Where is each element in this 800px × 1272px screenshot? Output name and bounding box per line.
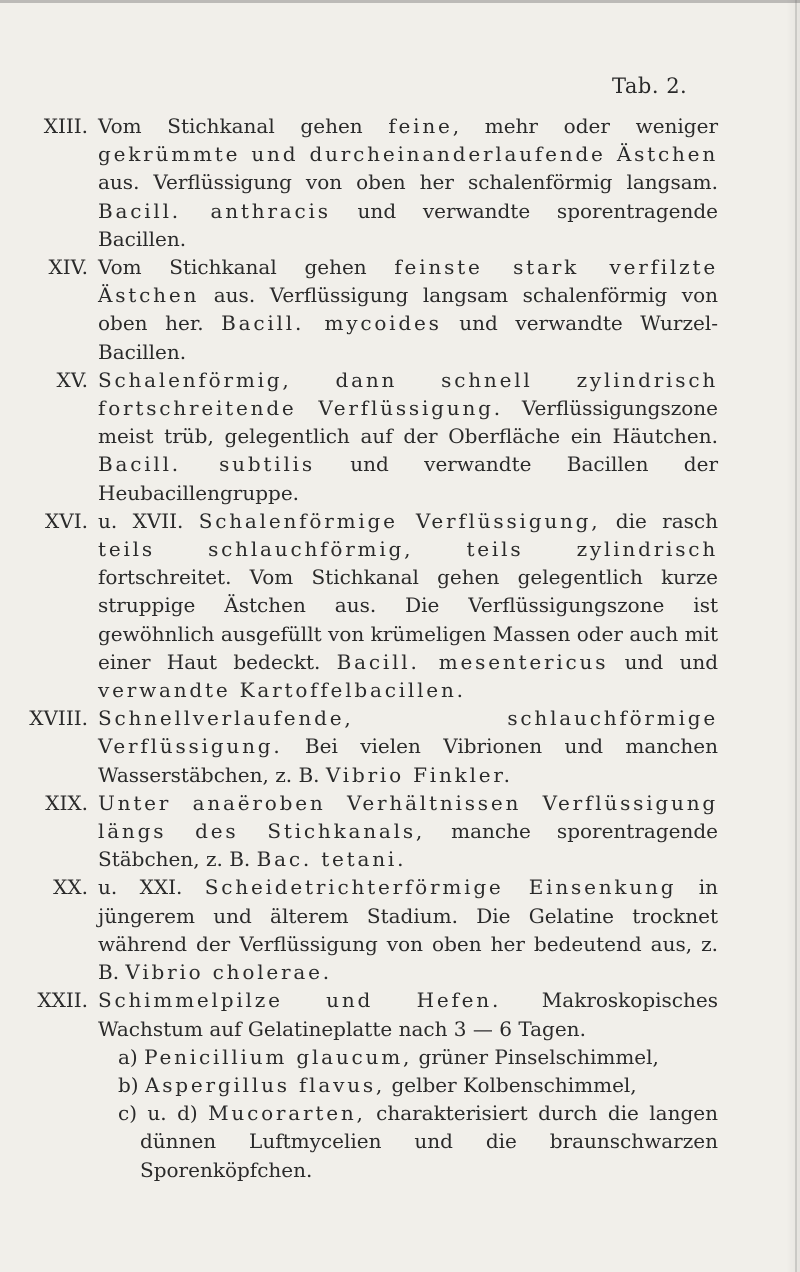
entry-text	[98, 366, 718, 507]
spaced-term: Bacill. subtilis	[98, 452, 315, 477]
entry-text	[98, 112, 718, 253]
text-run: fortschreitet. Vom Stichkanal gehen gelegentlich kurze struppige Ästchen aus. Die Verflüssigungszone ist gewöhnlich ausgefüllt von krümeligen Massen oder auch mit einer Haut bedeckt.	[98, 565, 718, 674]
spaced-term: Bacill. anthracis	[98, 198, 331, 223]
entry	[0, 507, 800, 704]
spaced-term: Vibrio cholerae.	[125, 960, 332, 985]
text-run: aus. Verflüssigung langsam schalenförmig von oben her.	[98, 283, 718, 336]
entry-number: XIII.	[43, 114, 88, 138]
spaced-term: feine	[388, 114, 453, 138]
entry-text	[98, 507, 718, 704]
entry-text	[98, 789, 718, 874]
sub-item	[118, 1071, 718, 1099]
text-run: u. XVII.	[98, 508, 199, 533]
text-run: grüner Pinselschimmel,	[412, 1044, 659, 1069]
spaced-term: Unter anaëroben Verhältnissen Verflüssigung längs des Stichkanals,	[98, 790, 718, 844]
text-run: und verwandte sporentragende Bacillen.	[98, 198, 718, 251]
entry	[0, 704, 800, 789]
spaced-term: Schimmelpilze und Hefen.	[98, 988, 502, 1013]
spaced-term: Bac. tetani.	[256, 847, 407, 872]
entry-number: XIX.	[45, 790, 88, 815]
text-run: Verflüssigungszone meist trüb, gelegentlich auf der Oberfläche ein Häutchen.	[98, 396, 719, 449]
text-run: b)	[118, 1072, 145, 1097]
spaced-term: Schalenförmige Verflüssigung,	[198, 508, 601, 533]
spaced-term: Vibrio Finkler.	[325, 762, 513, 787]
text-run: in jüngerem und älterem Stadium. Die Gelatine trocknet während der Verflüssigung von oben her bedeutend aus, z. B.	[98, 875, 719, 985]
spaced-term: teils schlauchförmig, teils zylindrisch	[98, 537, 718, 562]
spaced-term: feinste stark verfilzte Ästchen	[98, 255, 718, 308]
text-run: Bei vielen Vibrionen und manchen Wasserstäbchen, z. B.	[98, 734, 718, 787]
text-run: und verwandte Wurzel-Bacillen.	[98, 311, 718, 364]
entry-number: XXII.	[37, 988, 88, 1013]
entry-number: XX.	[53, 875, 88, 900]
text-run: a)	[118, 1044, 145, 1069]
sub-item	[118, 1099, 718, 1184]
text-run: und und	[608, 649, 719, 674]
text-run: , mehr oder weniger	[452, 114, 718, 138]
entry-number: XIV.	[48, 255, 88, 280]
entry	[0, 112, 800, 253]
spaced-term: Bacill. mycoides	[221, 311, 442, 336]
text-run: Vom Stichkanal gehen	[98, 114, 389, 138]
entry	[0, 366, 800, 507]
spaced-term: Schnellverlaufende, schlauchförmige Verflüssigung.	[98, 706, 718, 759]
sub-list	[118, 1043, 718, 1184]
entry-text	[98, 704, 718, 789]
text-run: aus. Verflüssigung von oben her schalenförmig langsam.	[98, 170, 718, 195]
spaced-term: Bacill. mesentericus	[336, 649, 609, 674]
text-run: c) u. d)	[118, 1101, 209, 1126]
entry-number: XVI.	[45, 508, 88, 533]
spaced-term: gekrümmte und durcheinanderlaufende Ästchen	[98, 142, 718, 167]
entry-text	[98, 873, 718, 986]
entry-text	[98, 986, 718, 1042]
text-run: Makroskopisches Wachstum auf Gelatineplatte nach 3 — 6 Tagen.	[98, 988, 718, 1041]
entry	[0, 873, 800, 986]
page-top-edge	[0, 0, 800, 3]
entry-list	[0, 112, 800, 1184]
entry	[0, 986, 800, 1183]
spaced-term: Mucorarten,	[208, 1101, 366, 1126]
entry-number: XVIII.	[29, 706, 88, 731]
entry	[0, 253, 800, 366]
spaced-term: Schalenförmig, dann schnell zylindrisch fortschreitende Verflüssigung.	[98, 367, 718, 421]
spaced-term: Aspergillus flavus,	[144, 1072, 386, 1097]
text-run: u. XXI.	[98, 875, 205, 900]
entry-text	[98, 253, 718, 366]
text-run: die rasch	[600, 508, 718, 533]
text-run: gelber Kolbenschimmel,	[385, 1072, 637, 1097]
text-run: Vom Stichkanal gehen	[98, 255, 395, 280]
spaced-term: Scheidetrichterförmige Einsenkung	[204, 875, 677, 900]
page-header: Tab. 2.	[612, 74, 688, 98]
spaced-term: Penicillium glaucum,	[144, 1044, 413, 1069]
entry	[0, 789, 800, 874]
text-run: und verwandte Bacillen der Heubacillengruppe.	[98, 452, 719, 505]
entry-number: XV.	[56, 367, 88, 392]
sub-item	[118, 1043, 718, 1071]
spaced-term: verwandte Kartoffelbacillen.	[98, 678, 466, 703]
text-run: charakterisiert durch die langen dünnen Luftmycelien und die braunschwarzen Sporenköpfchen.	[140, 1101, 719, 1182]
text-run: manche sporentragende Stäbchen, z. B.	[98, 819, 718, 872]
